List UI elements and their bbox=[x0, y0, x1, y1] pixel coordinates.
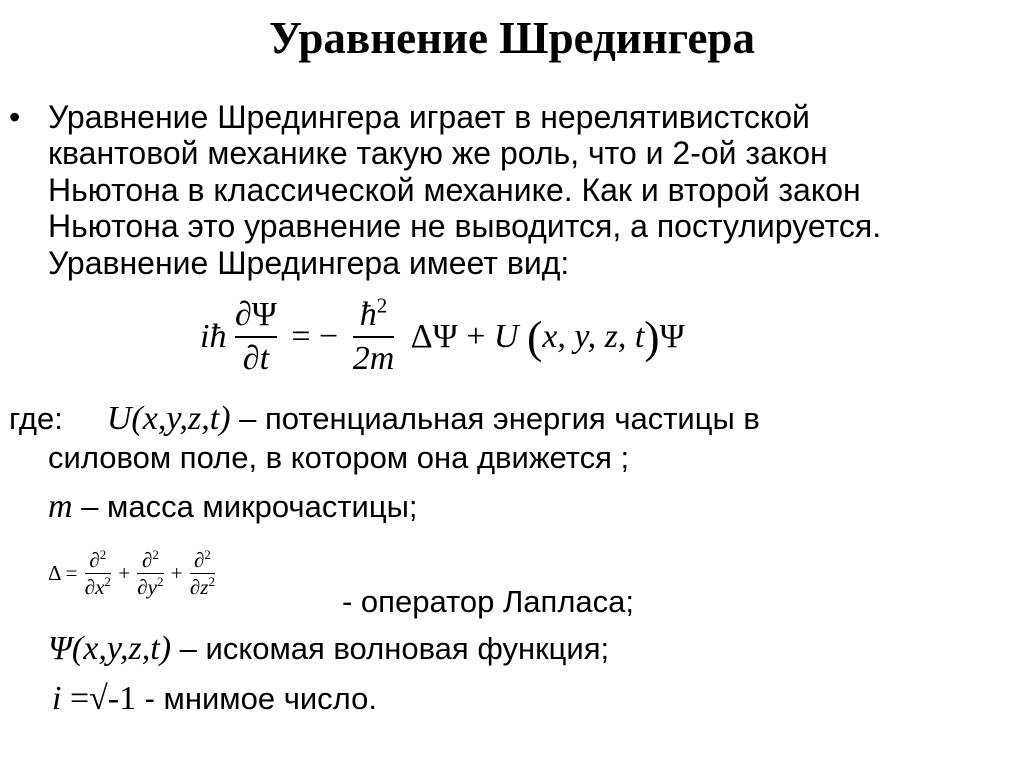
intro-line: Ньютона в классической механике. Как и второй закон bbox=[48, 171, 861, 208]
laplace-term-z bbox=[190, 548, 215, 599]
potential-description-line2: силовом поле, в котором она движется ; bbox=[48, 440, 630, 475]
intro-line: Уравнение Шредингера имеет вид: bbox=[48, 244, 570, 281]
fraction-bar bbox=[235, 336, 277, 338]
laplace-numerator bbox=[85, 548, 111, 572]
laplace-variable: x bbox=[95, 575, 105, 599]
laplace-variable: y bbox=[147, 575, 157, 599]
equation-time-derivative bbox=[235, 296, 277, 378]
laplace-description: - оператор Лапласа; bbox=[342, 584, 635, 619]
equation-potential: U bbox=[493, 318, 519, 355]
intro-line: Ньютона это уравнение не выводится, а постулируется. bbox=[48, 208, 882, 245]
partial-symbol: ∂ bbox=[137, 575, 148, 599]
imaginary-unit-definition bbox=[52, 680, 377, 718]
wavefunction-description: – искомая волновая функция; bbox=[171, 631, 610, 666]
laplace-lhs: Δ = bbox=[48, 561, 78, 585]
schrodinger-equation bbox=[200, 293, 685, 378]
laplace-denominator bbox=[190, 575, 215, 599]
laplace-numerator bbox=[190, 548, 215, 572]
mass-symbol: m bbox=[48, 488, 73, 525]
laplace-denominator bbox=[137, 575, 163, 599]
laplace-exponent: 2 bbox=[157, 574, 164, 589]
hbar-exponent: 2 bbox=[376, 293, 388, 318]
potential-description: – потенциальная энергия частицы в bbox=[230, 401, 760, 436]
laplace-plus: + bbox=[118, 561, 131, 585]
partial-symbol: ∂ bbox=[89, 548, 100, 572]
imaginary-symbol: i bbox=[52, 680, 62, 717]
laplace-operator bbox=[48, 548, 217, 599]
equation-psi: Ψ bbox=[659, 318, 685, 355]
fraction-bar bbox=[353, 336, 395, 338]
partial-symbol: ∂ bbox=[141, 548, 153, 572]
laplace-exponent: 2 bbox=[204, 547, 211, 562]
laplace-variable: z bbox=[200, 575, 209, 599]
laplace-exponent: 2 bbox=[104, 574, 111, 589]
mass-definition bbox=[48, 488, 417, 526]
laplace-denominator bbox=[85, 575, 111, 599]
laplace-numerator bbox=[137, 548, 163, 572]
partial-symbol: ∂ bbox=[189, 575, 201, 599]
equation-lhs-numerator: ∂Ψ bbox=[234, 296, 277, 333]
equation-lhs-denominator: ∂t bbox=[242, 340, 270, 377]
wavefunction-symbol: Ψ(x,y,z,t) bbox=[48, 630, 172, 667]
where-label: где: bbox=[9, 401, 63, 436]
intro-line: Уравнение Шредингера играет в нерелятивистской bbox=[48, 99, 810, 135]
intro-paragraph bbox=[48, 99, 881, 281]
bullet-icon: • bbox=[9, 99, 21, 135]
slide-title: Уравнение Шредингера bbox=[269, 13, 755, 63]
laplace-plus: + bbox=[170, 561, 183, 585]
equation-rhs-denominator: 2m bbox=[352, 340, 395, 377]
equation-laplace-term: ΔΨ + bbox=[410, 318, 494, 355]
equation-paren-open: ( bbox=[526, 311, 543, 363]
equation-lhs-prefix: iħ bbox=[200, 318, 227, 355]
equation-kinetic-coefficient bbox=[352, 293, 395, 378]
equation-args: x, y, z, t bbox=[542, 318, 645, 355]
laplace-term-y bbox=[137, 548, 163, 599]
equation-paren-close: ) bbox=[644, 311, 660, 363]
equation-equals: = − bbox=[291, 318, 339, 355]
intro-line: квантовой механике такую же роль, что и 2-ой закон bbox=[48, 135, 828, 172]
equation-rhs-numerator bbox=[353, 293, 395, 334]
mass-description: – масса микрочастицы; bbox=[72, 489, 418, 524]
laplace-exponent: 2 bbox=[99, 547, 107, 562]
partial-symbol: ∂ bbox=[193, 548, 205, 572]
imaginary-value: =√-1 bbox=[61, 680, 145, 717]
partial-symbol: ∂ bbox=[84, 575, 96, 599]
imaginary-description: - мнимое число. bbox=[144, 681, 377, 716]
laplace-exponent: 2 bbox=[152, 547, 159, 562]
potential-symbol: U(x,y,z,t) bbox=[106, 400, 231, 437]
wavefunction-definition bbox=[48, 630, 609, 668]
laplace-term-x bbox=[85, 548, 111, 599]
hbar-symbol: ħ bbox=[359, 296, 377, 333]
laplace-exponent: 2 bbox=[208, 574, 215, 589]
potential-definition bbox=[9, 400, 760, 438]
